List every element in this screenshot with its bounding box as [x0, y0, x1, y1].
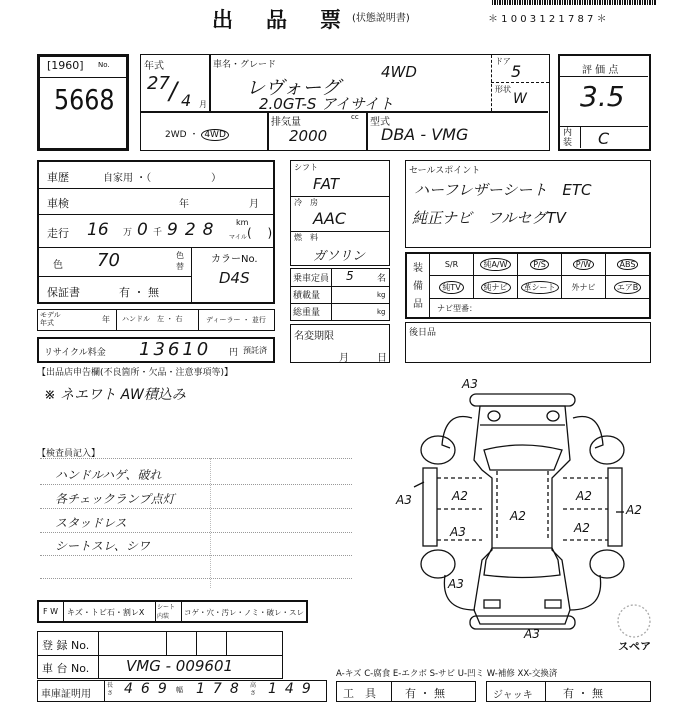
model-code: DBA - VMG [381, 125, 469, 144]
equipment-item [430, 254, 474, 276]
damage-mark: A3 [396, 493, 412, 507]
mileage-thousands: 0 [137, 220, 148, 240]
mileage-man: 16 [87, 220, 109, 240]
year-label: 年式 [144, 61, 164, 72]
door-label: ドア [495, 57, 511, 66]
interior-label: 内装 [563, 128, 573, 148]
displacement-label: 排気量 [271, 117, 301, 128]
barcode [492, 0, 656, 5]
color-no-label: カラーNo. [211, 254, 258, 265]
shape-label: 形状 [495, 85, 511, 94]
equipment-item [430, 276, 474, 298]
equipment-item-circled: 純TV [439, 281, 463, 294]
spec-box: シフト FAT 冷 房 AAC 燃 料 ガソリン [290, 160, 390, 266]
month-label: 月 [199, 100, 207, 109]
spare-label: スペア [618, 640, 651, 650]
year-value: 27 [147, 73, 170, 94]
damage-mark: A3 [450, 525, 466, 539]
equipment-item [474, 276, 518, 298]
recycle-fee: 13610 [139, 339, 212, 360]
damage-mark: A3 [524, 627, 540, 641]
ac-value: AAC [313, 209, 347, 228]
sales-point-line1: ハーフレザーシート ETC [414, 181, 592, 199]
sheet-title: 出 品 票 [212, 8, 347, 32]
mileage-label: 走行 [47, 227, 69, 240]
vehicle-box: 年式 27 / 4 月 車名・グレード 4WD レヴォーグ 2.0GT-S アイサイト ドア 5 形状 W 2WD ・ 4WD 排気量 cc 2000 型式 DBA - VMG [140, 54, 550, 151]
equipment-item-circled: エアB [614, 281, 642, 294]
equipment-box: 装備品 S/R 純A/W P/S P/W ABS 純TV 純ナビ 革シート 外ナビ エアB ナビ型番： [405, 252, 651, 319]
model-year-row: モデル年式 年 ハンドル 左 ・ 右 ディーラー ・ 並行 [37, 309, 275, 331]
wheel [590, 436, 624, 464]
inspector-line: ハンドルハゲ、破れ [55, 468, 162, 482]
history-value: 自家用 ・（ ） [103, 173, 222, 184]
equipment-item [562, 276, 606, 298]
garage-cert-row: 車庫証明用 長さ 469 幅 178 高さ 149 [37, 680, 327, 702]
model-label: 型式 [370, 117, 390, 128]
right-side [608, 468, 622, 546]
garage-length: 469 [124, 681, 175, 697]
warranty-label: 保証書 [47, 286, 80, 299]
equipment-item-label: S/R [444, 260, 459, 269]
front-bumper [470, 616, 575, 629]
windshield [484, 548, 560, 578]
damage-mark: A3 [462, 377, 478, 391]
interior-score: C [598, 129, 610, 148]
equipment-item [474, 254, 518, 276]
displacement: 2000 [289, 127, 328, 145]
inspection-label: 車検 [47, 197, 69, 210]
damage-legend: A-キズ C-腐食 E-エクボ S-サビ U-凹ミ W-補修 XX-交換済 [336, 669, 558, 679]
garage-width: 178 [196, 681, 247, 697]
rear-bumper [470, 394, 575, 406]
left-side [423, 468, 437, 546]
inspector-line: 各チェックランプ点灯 [55, 492, 175, 506]
shape: W [513, 91, 527, 107]
wheel [590, 550, 624, 578]
color-no: D4S [219, 269, 250, 287]
inspector-line: スタッドレス [55, 516, 127, 530]
capacity-value: 5 [346, 269, 354, 283]
warranty-value: 有 ・ 無 [119, 286, 159, 299]
damage-mark: A2 [510, 509, 526, 523]
doors: 5 [511, 62, 522, 81]
registration-box: 登 録 No. 車 台 No. VMG - 009601 [37, 631, 283, 679]
equipment-item-circled: 純ナビ [481, 281, 511, 294]
score-box [558, 54, 651, 151]
equipment-item-circled: 純A/W [480, 258, 510, 271]
fw-row: F W キズ・トビ石・割レX シート内装 コゲ・穴・汚レ・ノミ・破レ・スレ [37, 600, 308, 623]
history-label: 車歴 [47, 171, 69, 184]
score-label: 評 価 点 [582, 65, 619, 76]
tools-box: 工 具 有 ・ 無 [336, 681, 476, 702]
wheel [421, 550, 455, 578]
shift-value: FAT [313, 175, 340, 193]
car-grade: 2.0GT-S アイサイト [259, 95, 394, 113]
equipment-item [518, 254, 562, 276]
damage-mark: A2 [452, 489, 468, 503]
equipment-item [562, 254, 606, 276]
equipment-item [606, 254, 650, 276]
sheet-subtitle: (状態説明書) [352, 13, 410, 24]
seller-notes-text: ※ ネエワト AW積込み [44, 387, 186, 403]
inspector-line: シートスレ、シワ [55, 539, 150, 553]
damage-mark: A2 [576, 489, 592, 503]
rear-window [484, 445, 562, 470]
lot-box [37, 54, 129, 151]
spare-tire [618, 605, 650, 637]
damage-mark: A2 [574, 521, 590, 535]
drive-2wd: 2WD [165, 130, 187, 140]
later-items-box: 後日品 [405, 322, 651, 363]
score-value: 3.5 [580, 80, 625, 113]
damage-mark: A3 [448, 577, 464, 591]
drive-note: 4WD [381, 63, 417, 81]
damage-mark: A2 [626, 503, 642, 517]
sales-point-line2: 純正ナビ フルセグTV [412, 209, 566, 227]
lot-no-label: No. [98, 61, 110, 69]
history-box: 車歴 自家用 ・（ ） 車検 年 月 走行 16 万 0 千 928 km マイル ( ) 色 70 色替 カラーNo. D4S 保証書 有 ・ 無 [37, 160, 275, 304]
equipment-item-circled: P/W [573, 259, 594, 270]
equipment-item-label: 外ナビ [571, 282, 596, 292]
name-change-box: 名変期限 月 日 [290, 324, 390, 363]
color-value: 70 [97, 250, 120, 271]
lot-prefix: [1960] [47, 59, 84, 72]
equipment-item [606, 276, 650, 298]
mileage-tail: 928 [167, 220, 221, 240]
sales-point-box: セールスポイント ハーフレザーシート ETC 純正ナビ フルセグTV [405, 160, 651, 248]
month-value: 4 [181, 91, 192, 110]
color-label: 色 [53, 260, 63, 271]
seller-notes-label: 【出品店申告欄(不良箇所・欠品・注意事項等)】 [37, 368, 234, 378]
chassis-number: VMG - 009601 [126, 657, 234, 675]
wheel [421, 436, 455, 464]
lot-number: 5668 [54, 83, 115, 116]
capacity-box: 乗車定員 5 名 積載量 kg 総重量 kg [290, 268, 390, 321]
recycle-row: リサイクル料金 13610 円 預託済 [37, 337, 275, 363]
drive-4wd-circled: 4WD [201, 129, 229, 141]
barcode-number: ＊ 1 0 0 3 1 2 1 7 8 7 ＊ [488, 14, 607, 25]
equipment-item-circled: 革シート [521, 281, 559, 294]
garage-height: 149 [268, 681, 319, 697]
jack-box: ジャッキ 有 ・ 無 [486, 681, 651, 702]
inspector-label: 【検査員記入】 [37, 449, 101, 459]
equipment-item [518, 276, 562, 298]
name-label: 車名・グレード [213, 60, 277, 70]
equipment-item-circled: ABS [617, 259, 639, 270]
equipment-item-circled: P/S [530, 259, 549, 270]
car-damage-diagram [390, 370, 700, 650]
color-change-label: 色替 [176, 251, 184, 271]
fuel-value: ガソリン [313, 249, 366, 264]
car-name: レヴォーグ [246, 77, 341, 99]
